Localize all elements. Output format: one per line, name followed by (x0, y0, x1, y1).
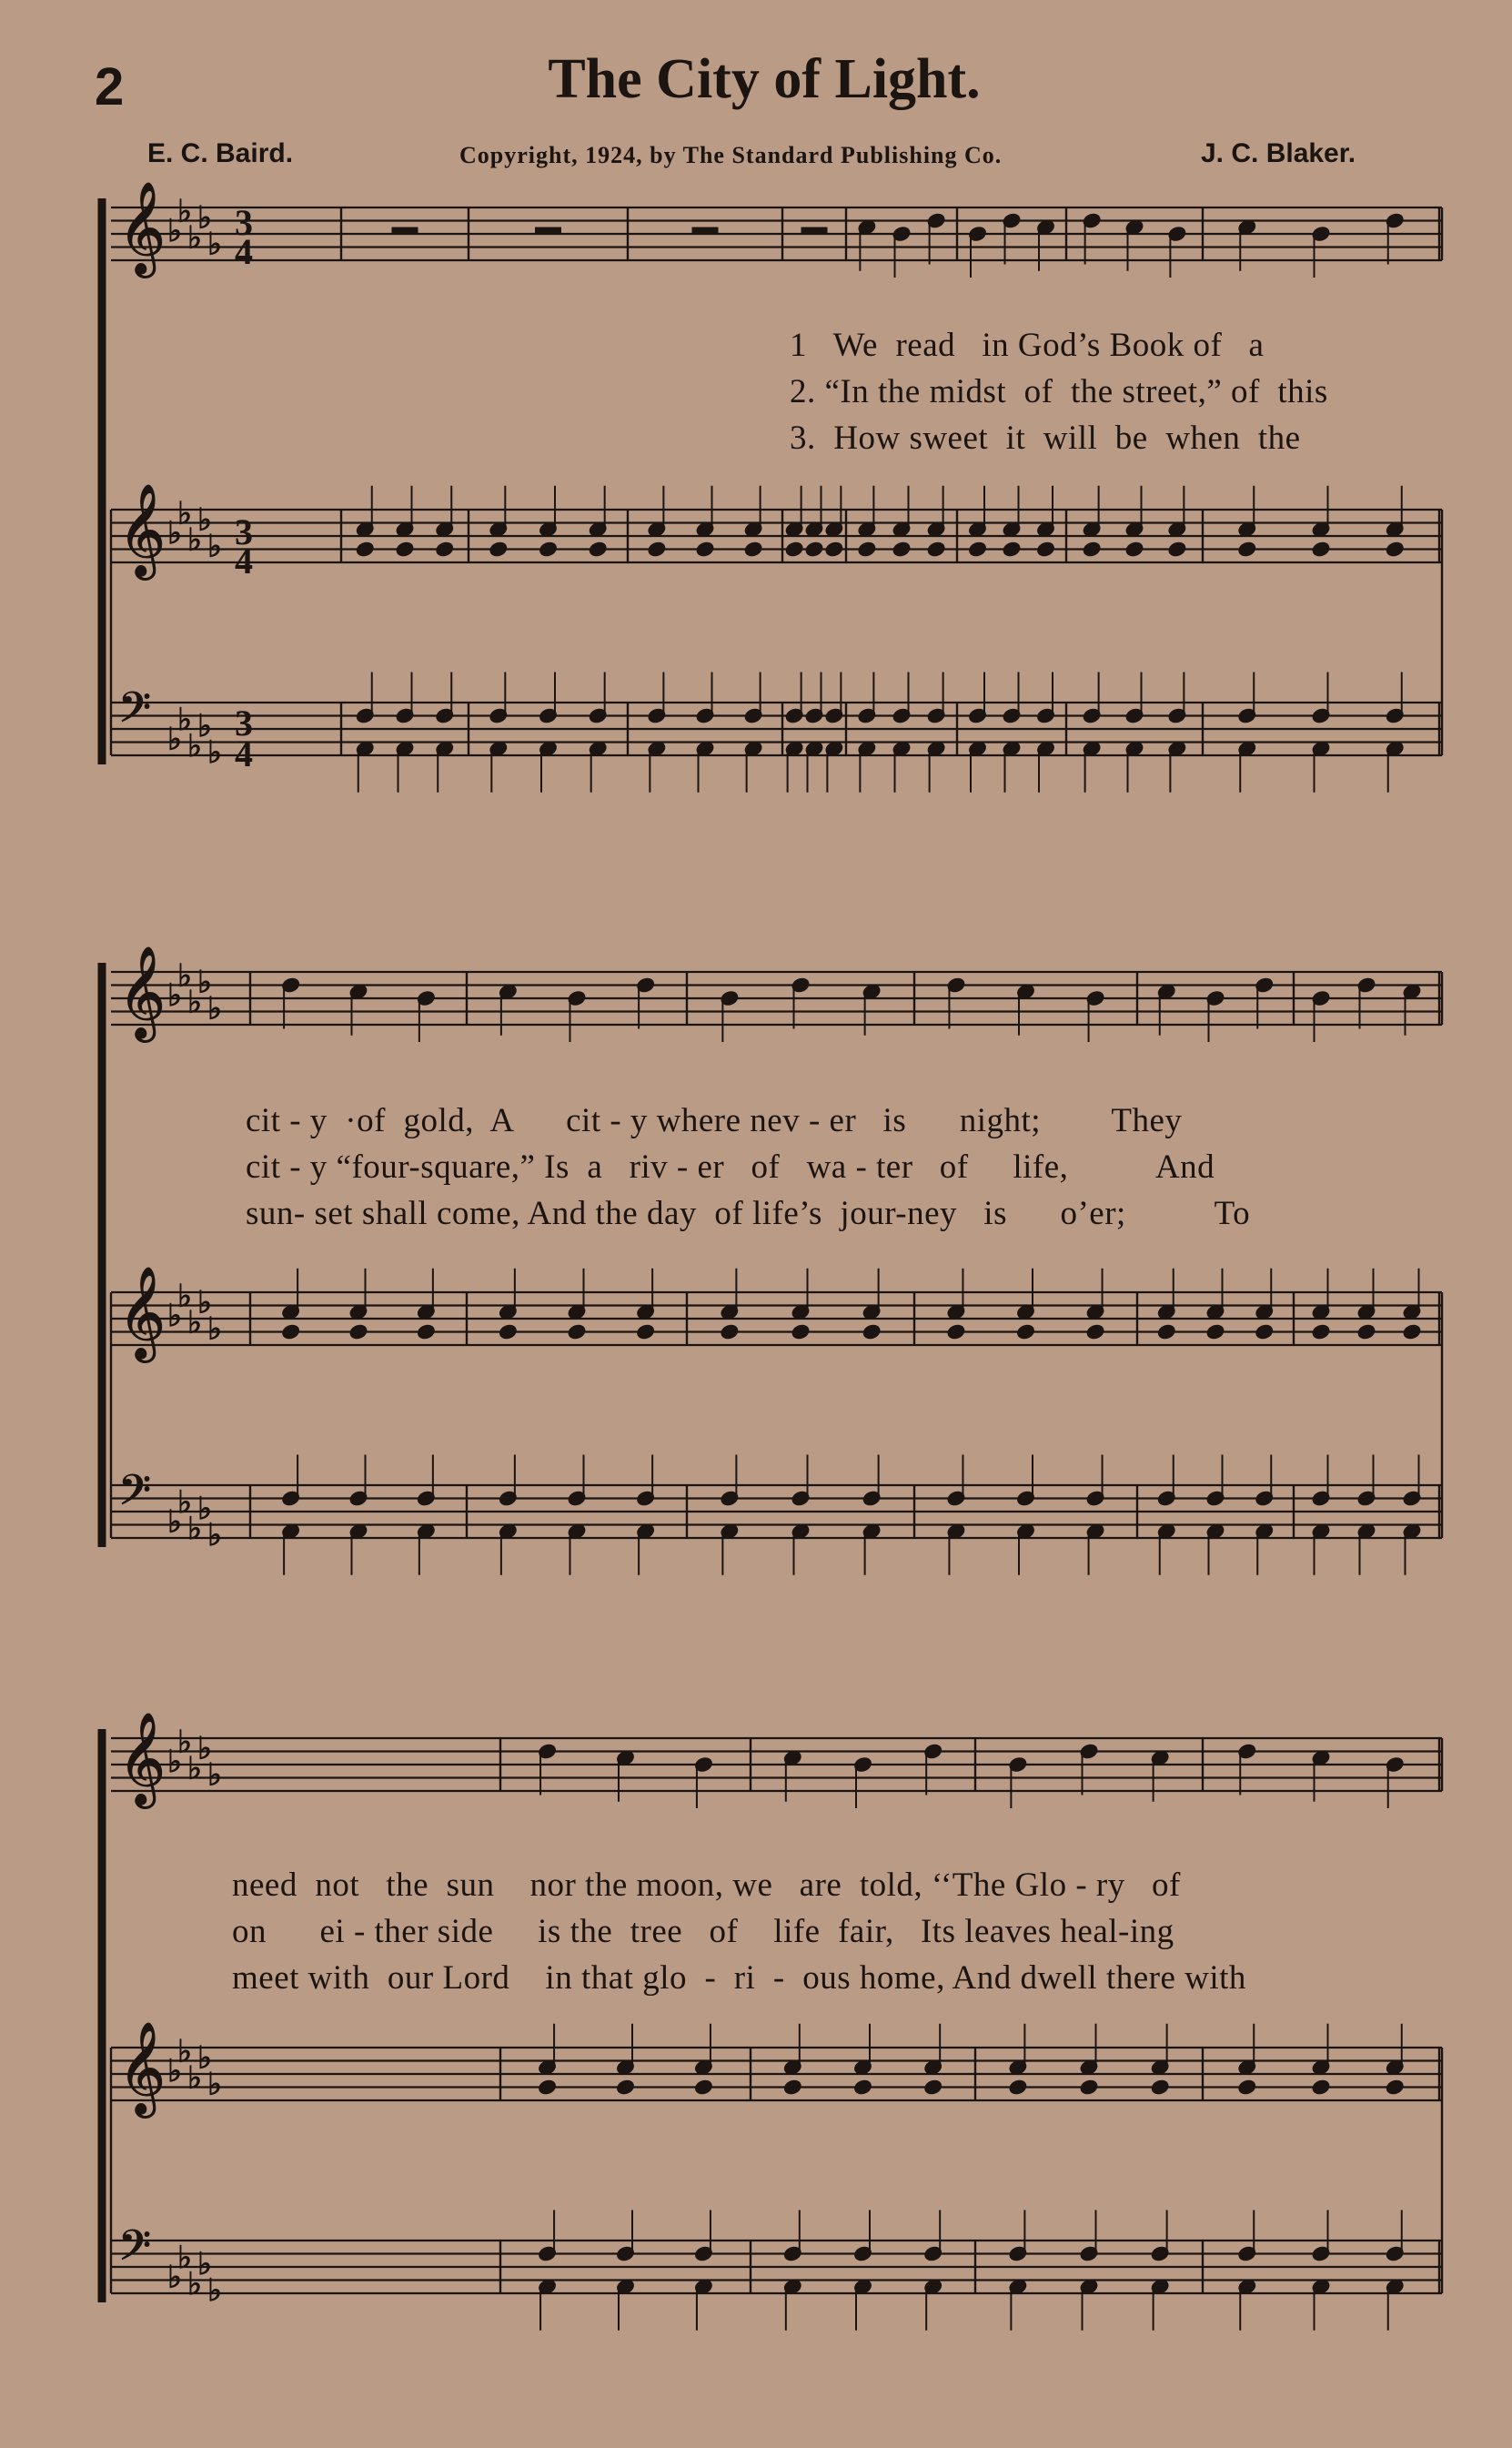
alto-note (721, 1324, 739, 1340)
flat-sign: ♭ (197, 708, 213, 744)
alto-note (489, 541, 508, 558)
flat-sign: ♭ (167, 721, 183, 758)
flat-sign: ♭ (197, 2246, 213, 2282)
flat-sign: ♭ (207, 226, 223, 263)
flat-sign: ♭ (187, 1750, 203, 1787)
alto-note (805, 541, 823, 558)
flat-sign: ♭ (207, 1517, 223, 1553)
flat-sign: ♭ (207, 2272, 223, 2309)
alto-note (1386, 2079, 1404, 2096)
flat-sign: ♭ (177, 1278, 193, 1315)
alto-note (1312, 541, 1330, 558)
alto-note (853, 2079, 872, 2096)
flat-sign: ♭ (177, 495, 193, 532)
alto-note (648, 541, 666, 558)
alto-note (1016, 1324, 1034, 1340)
flat-sign: ♭ (167, 213, 183, 249)
alto-note (538, 2079, 556, 2096)
alto-note (436, 541, 454, 558)
flat-sign: ♭ (177, 957, 193, 995)
alto-note (396, 541, 414, 558)
flat-sign: ♭ (167, 515, 183, 551)
verse-2-line: 2. “In the midst of the street,” of this (790, 373, 1328, 410)
bass-clef: 𝄢 (118, 1466, 152, 1525)
treble-clef: 𝄞 (118, 1265, 166, 1359)
flat-sign: ♭ (177, 1483, 193, 1521)
flat-sign: ♭ (167, 977, 183, 1014)
alto-note (1086, 1324, 1104, 1340)
treble-clef: 𝄞 (118, 945, 166, 1038)
alto-note (568, 1324, 586, 1340)
alto-note (1255, 1324, 1274, 1340)
time-signature-numerator: 3 (235, 511, 253, 552)
alto-note (1157, 1324, 1175, 1340)
flat-sign: ♭ (207, 734, 223, 771)
alto-note (1009, 2079, 1027, 2096)
alto-note (783, 2079, 801, 2096)
flat-sign: ♭ (177, 1724, 193, 1761)
treble-clef: 𝄞 (118, 180, 166, 274)
flat-sign: ♭ (197, 199, 213, 237)
verse-3-line: sun- set shall come, And the day of life’s jour-ney is o’er; To (246, 1195, 1251, 1232)
flat-sign: ♭ (197, 1491, 213, 1527)
alto-note (968, 541, 986, 558)
alto-note (696, 541, 714, 558)
alto-note (1312, 2079, 1330, 2096)
alto-note (1125, 541, 1144, 558)
alto-note (281, 1324, 299, 1340)
verse-2-line: cit - y “four-square,” Is a riv - er of wa - ter of life, And (246, 1148, 1215, 1186)
verse-3-line: meet with our Lord in that glo - ri - ous home, And dwell there with (232, 1959, 1246, 1997)
flat-sign: ♭ (207, 2066, 223, 2103)
flat-sign: ♭ (207, 1756, 223, 1794)
alto-note (923, 2079, 942, 2096)
flat-sign: ♭ (167, 1298, 183, 1334)
flat-sign: ♭ (187, 727, 203, 764)
alto-note (589, 541, 607, 558)
lyrics-system-1 (790, 326, 1328, 465)
flat-sign: ♭ (187, 1510, 203, 1547)
flat-sign: ♭ (167, 2259, 183, 2296)
half-rest (392, 228, 418, 234)
alto-note (1083, 541, 1101, 558)
flat-sign: ♭ (167, 2053, 183, 2089)
alto-note (862, 1324, 881, 1340)
alto-note (1386, 541, 1404, 558)
alto-note (1357, 1324, 1376, 1340)
treble-clef: 𝄞 (118, 2020, 166, 2114)
alto-note (694, 2079, 712, 2096)
flat-sign: ♭ (177, 2033, 193, 2070)
flat-sign: ♭ (197, 501, 213, 539)
alto-note (1238, 2079, 1256, 2096)
alto-note (1151, 2079, 1169, 2096)
lyrics-system-2 (246, 1101, 1250, 1240)
treble-clef: 𝄞 (118, 1711, 166, 1805)
flat-sign: ♭ (177, 2239, 193, 2276)
half-rest (692, 228, 718, 234)
time-signature-numerator: 3 (235, 202, 253, 243)
flat-sign: ♭ (187, 2059, 203, 2097)
alto-note (1403, 1324, 1421, 1340)
time-signature-denominator: 4 (235, 231, 253, 272)
flat-sign: ♭ (197, 964, 213, 1001)
flat-sign: ♭ (187, 1304, 203, 1341)
lyrics-system-3 (232, 1866, 1246, 2005)
verse-2-line: on ei - ther side is the tree of life fair, Its leaves heal-ing (232, 1913, 1174, 1950)
flat-sign: ♭ (177, 193, 193, 230)
verse-1-line: cit - y ·of gold, A cit - y where nev - er is night; They (246, 1102, 1183, 1139)
alto-note (744, 541, 762, 558)
alto-note (858, 541, 876, 558)
alto-note (499, 1324, 517, 1340)
bass-clef: 𝄢 (118, 2221, 152, 2281)
alto-note (616, 2079, 634, 2096)
alto-note (791, 1324, 810, 1340)
author-credit: E. C. Baird. (147, 138, 294, 168)
time-signature-numerator: 3 (235, 703, 253, 744)
half-rest (801, 228, 827, 234)
flat-sign: ♭ (197, 1284, 213, 1321)
hymn-title: The City of Light. (548, 48, 981, 110)
flat-sign: ♭ (187, 2265, 203, 2302)
flat-sign: ♭ (177, 701, 193, 738)
alto-note (1206, 1324, 1225, 1340)
time-signature-denominator: 4 (235, 733, 253, 774)
flat-sign: ♭ (167, 1503, 183, 1541)
half-rest (536, 228, 561, 234)
alto-note (785, 541, 803, 558)
alto-note (356, 541, 374, 558)
flat-sign: ♭ (197, 2039, 213, 2077)
verse-1-line: 1 We read in God’s Book of a (790, 327, 1265, 364)
flat-sign: ♭ (207, 528, 223, 565)
time-signature-denominator: 4 (235, 541, 253, 582)
flat-sign: ♭ (197, 1730, 213, 1767)
flat-sign: ♭ (187, 219, 203, 257)
verse-3-line: 3. How sweet it will be when the (790, 420, 1301, 457)
alto-note (539, 541, 557, 558)
alto-note (1238, 541, 1256, 558)
copyright-notice: Copyright, 1924, by The Standard Publishing Co. (459, 142, 1003, 168)
alto-note (927, 541, 945, 558)
treble-clef: 𝄞 (118, 482, 166, 576)
alto-note (417, 1324, 435, 1340)
alto-note (1312, 1324, 1330, 1340)
flat-sign: ♭ (167, 1744, 183, 1780)
alto-note (892, 541, 911, 558)
alto-note (1168, 541, 1186, 558)
page-number: 2 (95, 57, 125, 116)
alto-note (1080, 2079, 1098, 2096)
alto-note (1036, 541, 1054, 558)
alto-note (636, 1324, 654, 1340)
verse-1-line: need not the sun nor the moon, we are told, ‘‘The Glo - ry of (232, 1866, 1181, 1904)
alto-note (825, 541, 843, 558)
alto-note (947, 1324, 965, 1340)
flat-sign: ♭ (207, 1310, 223, 1348)
flat-sign: ♭ (187, 521, 203, 559)
alto-note (1003, 541, 1021, 558)
flat-sign: ♭ (187, 984, 203, 1021)
flat-sign: ♭ (207, 990, 223, 1027)
alto-note (349, 1324, 368, 1340)
composer-credit: J. C. Blaker. (1201, 138, 1356, 168)
bass-clef: 𝄢 (118, 683, 152, 743)
